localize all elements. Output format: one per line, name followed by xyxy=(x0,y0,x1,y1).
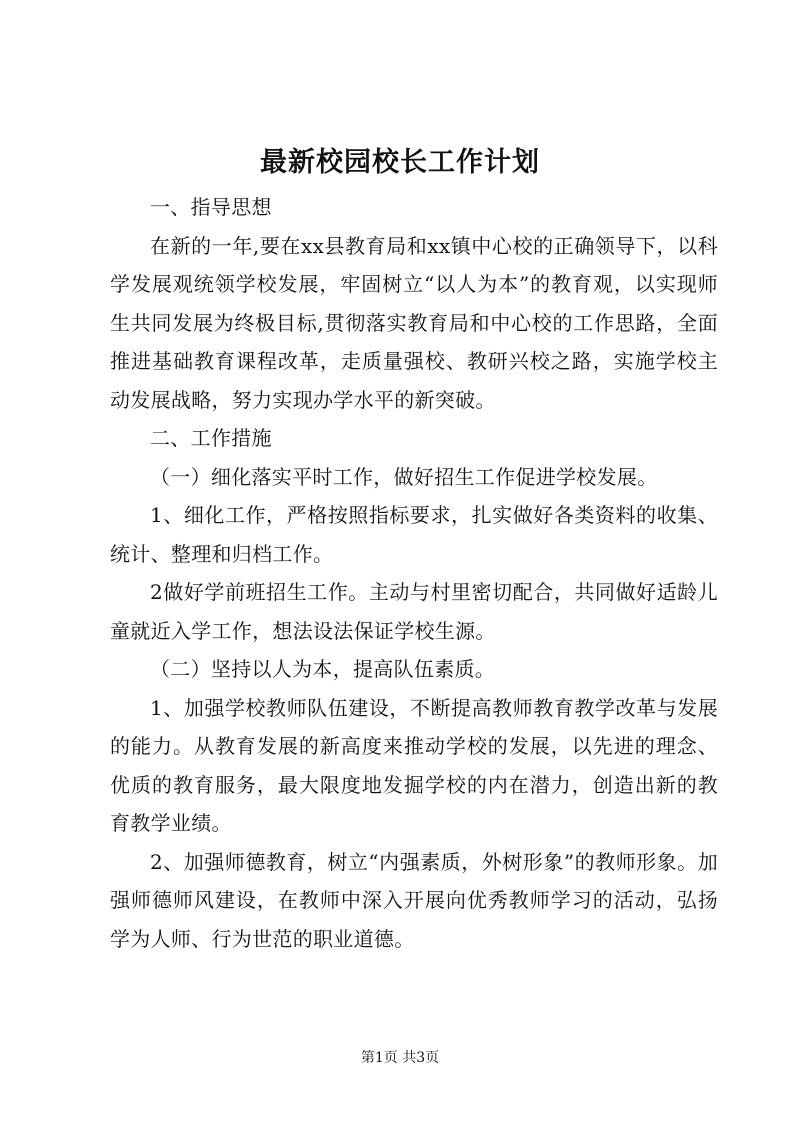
subheading-measure-2: （二）坚持以人为本，提高队伍素质。 xyxy=(150,657,496,681)
page-footer: 第1页 共3页 xyxy=(360,1050,440,1066)
paragraph-measure-2-item-1: 1、加强学校教师队伍建设，不断提高教师教育教学改革与发展的能力。从教育发展的新高度来推动学校的发展，以先进的理念、优质的教育服务，最大限度地发掘学校的内在潜力，创造出新的教育教学业绩。 xyxy=(110,695,718,835)
paragraph-measure-2-item-2: 2、加强师德教育，树立“内强素质，外树形象”的教师形象。加强师德师风建设，在教师中深入开展向优秀教师学习的活动，弘扬学为人师、行为世范的职业道德。 xyxy=(110,849,718,951)
heading-work-measures: 二、工作措施 xyxy=(150,426,272,450)
paragraph-guiding-thought: 在新的一年,要在xx县教育局和xx镇中心校的正确领导下，以科学发展观统领学校发展，牢固树立“以人为本”的教育观，以实现师生共同发展为终极目标,贯彻落实教育局和中心校的工作思路，全面推进基础教育课程改革，走质量强校、教研兴校之路，实施学校主动发展战略，努力实现办学水平的新突破。 xyxy=(110,233,718,412)
document-body xyxy=(110,188,718,958)
paragraph-measure-1-item-2: 2做好学前班招生工作。主动与村里密切配合，共同做好适龄儿童就近入学工作，想法设法保证学校生源。 xyxy=(110,580,718,643)
heading-guiding-thought: 一、指导思想 xyxy=(150,195,272,219)
subheading-measure-1: （一）细化落实平时工作，做好招生工作促进学校发展。 xyxy=(150,464,658,489)
document-title: 最新校园校长工作计划 xyxy=(260,147,540,178)
paragraph-measure-1-item-1: 1、细化工作，严格按照指标要求，扎实做好各类资料的收集、统计、整理和归档工作。 xyxy=(110,503,718,566)
